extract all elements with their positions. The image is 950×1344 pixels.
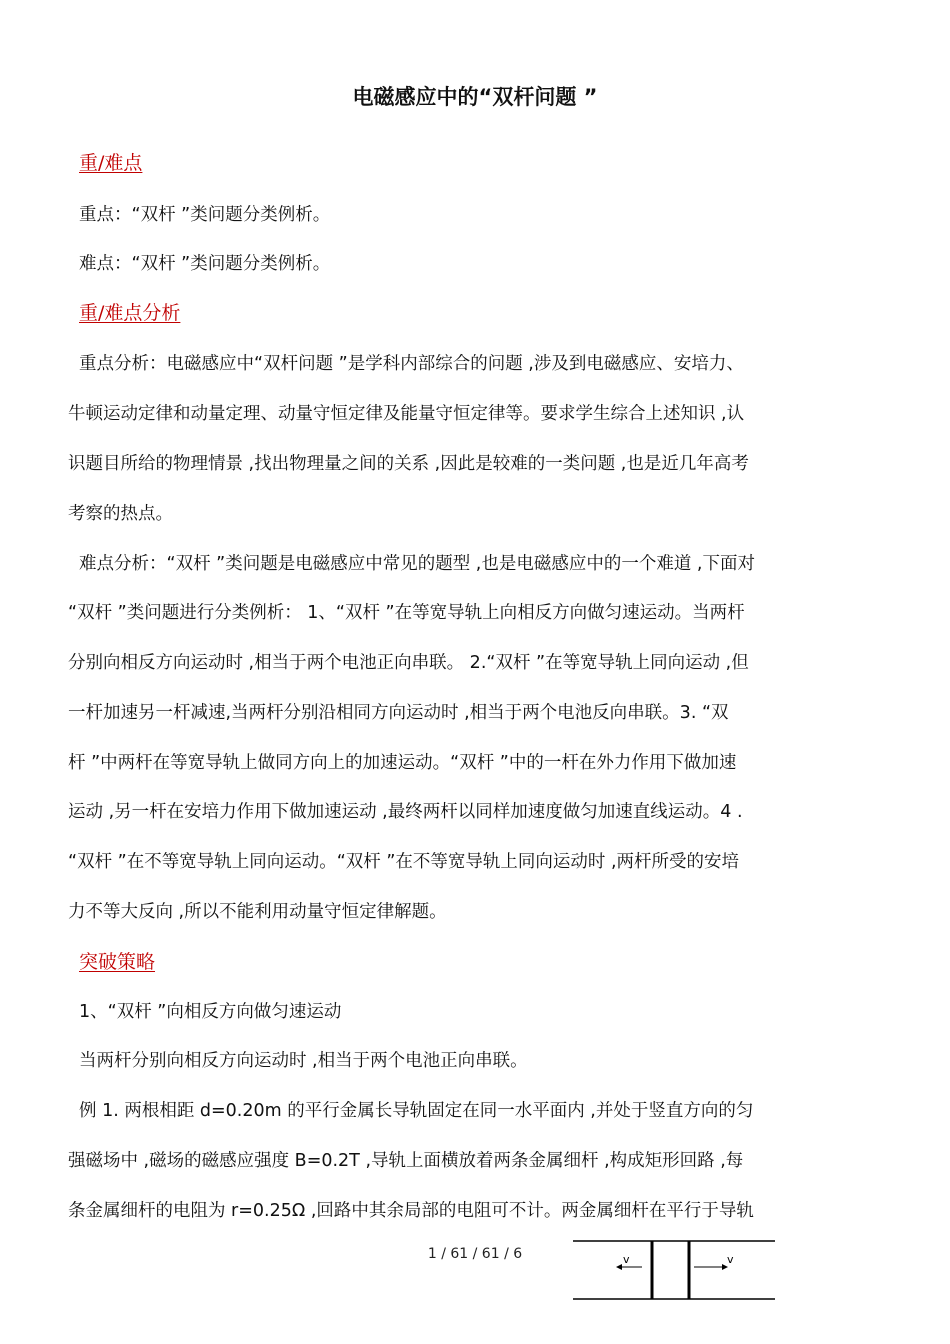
section-heading-strategy: 突破策略 xyxy=(79,951,156,973)
left-velocity-label: v xyxy=(623,1253,630,1266)
section-heading-key-difficult: 重/难点 xyxy=(79,152,143,174)
paragraph-line: 力不等大反向 ,所以不能利用动量守恒定律解题。 xyxy=(68,902,447,922)
paragraph-line: 分别向相反方向运动时 ,相当于两个电池正向串联。 2.“双杆 ”在等宽导轨上同向运动 ,但 xyxy=(68,653,749,673)
paragraph-line: 难点分析：“双杆 ”类问题是电磁感应中常见的题型 ,也是电磁感应中的一个难道 ,下面对 xyxy=(79,554,755,574)
paragraph-line: 识题目所给的物理情景 ,找出物理量之间的关系 ,因此是较难的一类问题 ,也是近几年高考 xyxy=(68,454,749,474)
right-velocity-label: v xyxy=(727,1253,734,1266)
paragraph-line: 强磁场中 ,磁场的磁感应强度 B=0.2T ,导轨上面横放着两条金属细杆 ,构成矩形回路 ,每 xyxy=(68,1151,744,1171)
paragraph-line: 条金属细杆的电阻为 r=0.25Ω ,回路中其余局部的电阻可不计。两金属细杆在平行于导轨 xyxy=(68,1201,754,1221)
paragraph-line: “双杆 ”在不等宽导轨上同向运动。“双杆 ”在不等宽导轨上同向运动时 ,两杆所受的安培 xyxy=(68,852,740,872)
paragraph-line: 考察的热点。 xyxy=(68,504,173,524)
page-number: 1 / 61 / 61 / 6 xyxy=(427,1246,523,1262)
left-arrow-head xyxy=(616,1264,622,1270)
paragraph-line: “双杆 ”类问题进行分类例析： 1、“双杆 ”在等宽导轨上向相反方向做匀速运动。当两杆 xyxy=(68,603,745,623)
paragraph-line: 运动 ,另一杆在安培力作用下做加速运动 ,最终两杆以同样加速度做匀加速直线运动。4 . xyxy=(68,802,743,822)
paragraph-line: 重点分析：电磁感应中“双杆问题 ”是学科内部综合的问题 ,涉及到电磁感应、安培力、 xyxy=(79,354,744,374)
page-title: 电磁感应中的“双杆问题 ” xyxy=(352,85,598,109)
paragraph-line: 例 1. 两根相距 d=0.20m 的平行金属长导轨固定在同一水平面内 ,并处于竖直方向的匀 xyxy=(79,1101,754,1121)
paragraph-line: 牛顿运动定律和动量定理、动量守恒定律及能量守恒定律等。要求学生综合上述知识 ,认 xyxy=(68,404,745,424)
paragraph-line: 难点：“双杆 ”类问题分类例析。 xyxy=(79,254,331,274)
paragraph-line: 杆 ”中两杆在等宽导轨上做同方向上的加速运动。“双杆 ”中的一杆在外力作用下做加速 xyxy=(68,753,737,773)
section-heading-analysis: 重/难点分析 xyxy=(79,302,181,324)
paragraph-line: 1、“双杆 ”向相反方向做匀速运动 xyxy=(79,1002,342,1022)
paragraph-line: 一杆加速另一杆减速,当两杆分别沿相同方向运动时 ,相当于两个电池反向串联。3. “双 xyxy=(68,703,729,723)
paragraph-line: 当两杆分别向相反方向运动时 ,相当于两个电池正向串联。 xyxy=(79,1051,528,1071)
double-rod-diagram xyxy=(570,1236,780,1304)
paragraph-line: 重点：“双杆 ”类问题分类例析。 xyxy=(79,205,331,225)
